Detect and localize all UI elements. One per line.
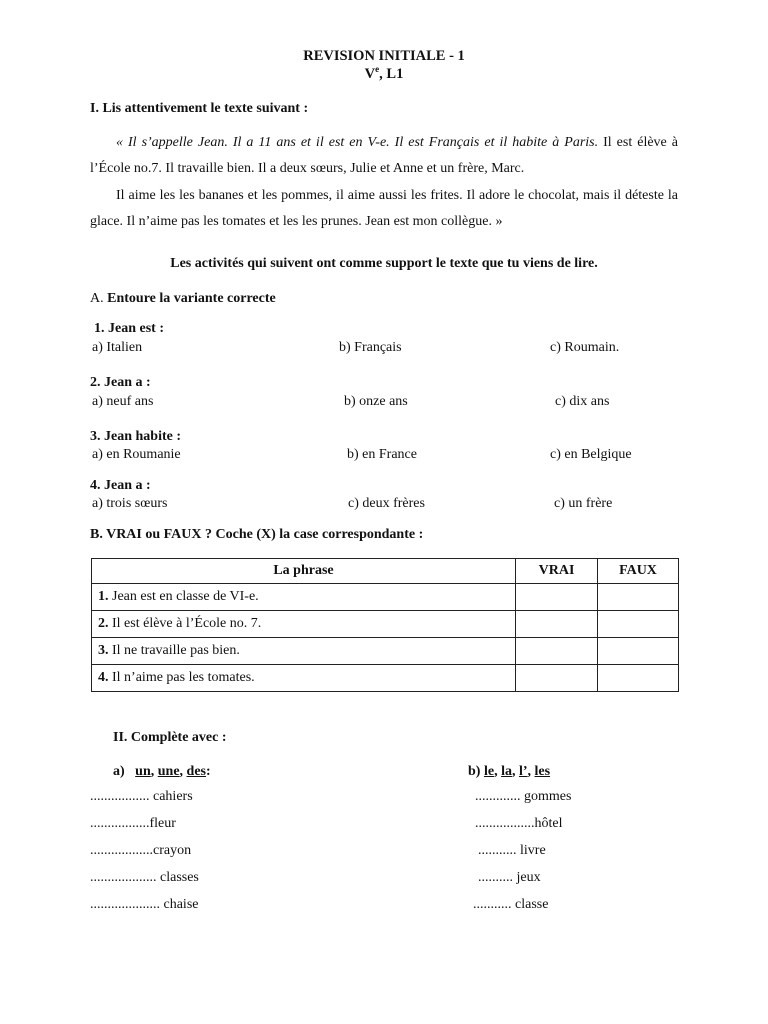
question-3-option-b[interactable]: b) en France xyxy=(347,447,417,462)
statement-cell xyxy=(92,638,516,665)
question-2-option-b[interactable]: b) onze ans xyxy=(344,394,408,409)
vrai-checkbox-cell[interactable] xyxy=(516,584,598,611)
statement-cell xyxy=(92,665,516,692)
colB-label: b) xyxy=(468,764,484,779)
table-header-row xyxy=(92,559,679,584)
section2-heading: II. Complète avec : xyxy=(113,730,227,745)
table-row xyxy=(92,638,679,665)
statement-number: 2. xyxy=(98,615,109,631)
question-1-option-a[interactable]: a) Italien xyxy=(92,340,143,355)
support-note: Les activités qui suivent ont comme support le texte que tu viens de lire. xyxy=(170,256,598,271)
separator: , xyxy=(494,764,502,779)
fill-blank-b-5[interactable]: ........... classe xyxy=(473,897,549,912)
reading-italic-sentence: « Il s’appelle Jean. Il a 11 ans et il est en V-e. Il est Français et il habite à Paris. xyxy=(116,135,599,150)
reading-paragraph-2: Il aime les les bananes et les pommes, il aime aussi les frites. Il adore le chocolat, mais il déteste la glace. Il n’aime pas les tomates et les les prunes. Jean est mon collègue. » xyxy=(90,188,678,229)
table-row xyxy=(92,611,679,638)
partA-heading xyxy=(90,291,276,308)
question-3-option-c[interactable]: c) en Belgique xyxy=(550,447,632,462)
question-1-option-c[interactable]: c) Roumain. xyxy=(550,340,620,355)
vrai-checkbox-cell[interactable] xyxy=(516,611,598,638)
question-4-title: 4. Jean a : xyxy=(90,478,151,493)
fill-blank-b-1[interactable]: ............. gommes xyxy=(475,789,572,804)
column-header-faux: FAUX xyxy=(598,559,679,584)
fill-blank-a-4[interactable]: ................... classes xyxy=(90,870,199,885)
question-2-option-a[interactable]: a) neuf ans xyxy=(92,394,154,409)
subtitle-sup: e xyxy=(375,64,380,74)
worksheet-subtitle xyxy=(0,64,768,83)
question-4-option-c[interactable]: c) un frère xyxy=(554,496,613,511)
fill-blank-a-3[interactable]: ..................crayon xyxy=(90,843,192,858)
vrai-checkbox-cell[interactable] xyxy=(516,638,598,665)
article-des: des xyxy=(186,764,206,779)
statement-number: 3. xyxy=(98,642,109,658)
statement-cell xyxy=(92,584,516,611)
column-header-vrai: VRAI xyxy=(516,559,598,584)
worksheet-title: REVISION INITIALE - 1 xyxy=(303,48,465,64)
faux-checkbox-cell[interactable] xyxy=(598,584,679,611)
fill-blank-b-4[interactable]: .......... jeux xyxy=(478,870,541,885)
fill-blank-a-1[interactable]: ................. cahiers xyxy=(90,789,193,804)
statement-text: Il n’aime pas les tomates. xyxy=(108,669,255,685)
question-1-title: 1. Jean est : xyxy=(94,321,164,336)
colA-header xyxy=(113,764,211,781)
partA-prefix: A. xyxy=(90,291,104,306)
question-1-option-b[interactable]: b) Français xyxy=(339,340,402,355)
article-l-apostrophe: l’ xyxy=(518,764,528,779)
faux-checkbox-cell[interactable] xyxy=(598,611,679,638)
question-4-option-b[interactable]: c) deux frères xyxy=(348,496,425,511)
question-2-title: 2. Jean a : xyxy=(90,375,151,390)
colA-label: a) xyxy=(113,764,125,779)
fill-blank-a-2[interactable]: .................fleur xyxy=(90,816,176,831)
separator: , xyxy=(527,764,535,779)
question-3-option-a[interactable]: a) en Roumanie xyxy=(92,447,181,462)
reading-paragraph-1 xyxy=(90,130,678,182)
partB-heading: B. VRAI ou FAUX ? Coche (X) la case correspondante : xyxy=(90,527,424,542)
column-header-phrase: La phrase xyxy=(92,559,516,584)
partA-instruction: Entoure la variante correcte xyxy=(103,291,276,306)
article-la: la xyxy=(501,764,512,779)
section1-heading: I. Lis attentivement le texte suivant : xyxy=(90,101,309,116)
table-row xyxy=(92,584,679,611)
vrai-faux-table xyxy=(91,558,679,692)
separator: , xyxy=(179,764,187,779)
faux-checkbox-cell[interactable] xyxy=(598,665,679,692)
separator: , xyxy=(150,764,158,779)
statement-text: Jean est en classe de VI-e. xyxy=(108,588,259,604)
vrai-checkbox-cell[interactable] xyxy=(516,665,598,692)
statement-number: 4. xyxy=(98,669,109,685)
separator: , xyxy=(511,764,519,779)
article-le: le xyxy=(483,764,495,779)
question-4-option-a[interactable]: a) trois sœurs xyxy=(92,496,168,511)
question-2-option-c[interactable]: c) dix ans xyxy=(555,394,610,409)
statement-number: 1. xyxy=(98,588,109,604)
table-row xyxy=(92,665,679,692)
fill-blank-b-3[interactable]: ........... livre xyxy=(478,843,546,858)
question-3-title: 3. Jean habite : xyxy=(90,429,181,444)
fill-blank-b-2[interactable]: .................hôtel xyxy=(475,816,563,831)
fill-blank-a-5[interactable]: .................... chaise xyxy=(90,897,199,912)
statement-text: Il ne travaille pas bien. xyxy=(108,642,240,658)
colB-header xyxy=(468,764,550,781)
article-une: une xyxy=(157,764,180,779)
faux-checkbox-cell[interactable] xyxy=(598,638,679,665)
article-les: les xyxy=(534,764,551,779)
article-un: un xyxy=(135,764,151,779)
statement-cell xyxy=(92,611,516,638)
reading-rest: Il est élève à l’École no.7. Il travaille bien. Il a deux sœurs, Julie et Anne et un frère, Marc. xyxy=(90,135,678,176)
subtitle-level: , L1 xyxy=(379,65,404,82)
colon: : xyxy=(206,764,211,779)
subtitle-class: V xyxy=(364,65,376,82)
statement-text: Il est élève à l’École no. 7. xyxy=(108,615,262,631)
